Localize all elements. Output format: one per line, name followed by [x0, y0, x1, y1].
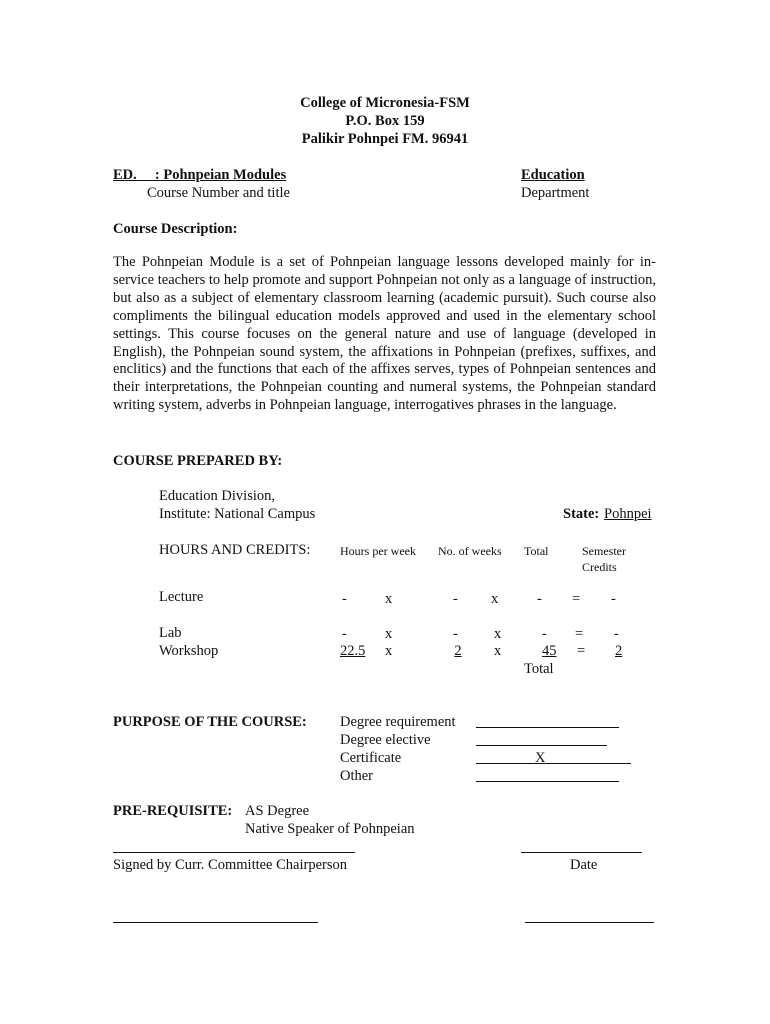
row-lecture-total: - [537, 591, 542, 607]
prerequisite-line-2: Native Speaker of Pohnpeian [245, 821, 415, 837]
course-description-text: The Pohnpeian Module is a set of Pohnpeian language lessons developed mainly for in-service teachers to help promote and support Pohnpeian not only as a language of instruction, but also as a subject of elementary classroom learning (academic pursuit). Such course also compliments the bilingual education models approved and used in the elementary school settings. This course focuses on the general nature and use of language (developed in English), the Pohnpeian sound system, the affixations in Pohnpeian (prefixes, suffixes, and enclitics) and the functions that each of the affixes serves, types of Pohnpeian sentences and their interpretations, the Pohnpeian counting and numeral systems, the Pohnpeian standard writing system, adverbs in Pohnpeian language, interrogatives phrases in the language. [113, 254, 656, 414]
row-lab-total: - [542, 626, 547, 642]
row-lab-hours: - [342, 626, 347, 642]
prerequisite-line-1: AS Degree [245, 803, 310, 819]
state-label: State: [563, 506, 600, 522]
institute-campus: Institute: National Campus [159, 506, 316, 522]
other-blank[interactable] [476, 781, 619, 782]
col-total: Total [524, 544, 549, 558]
education-division: Education Division, [159, 488, 275, 504]
row-lab-eq: = [575, 626, 584, 642]
signed-by-caption: Signed by Curr. Committee Chairperson [113, 857, 347, 873]
row-lecture-hours: - [342, 591, 347, 607]
purpose-certificate: Certificate [340, 750, 402, 766]
purpose-other: Other [340, 768, 374, 784]
row-lecture-eq: = [572, 591, 581, 607]
total-caption: Total [524, 661, 554, 677]
purpose-heading: PURPOSE OF THE COURSE: [113, 714, 307, 730]
degree-requirement-blank[interactable] [476, 727, 619, 728]
prerequisite-label: PRE-REQUISITE: [113, 803, 233, 819]
row-lecture-x1: x [385, 591, 393, 607]
purpose-degree-requirement: Degree requirement [340, 714, 456, 730]
col-no-of-weeks: No. of weeks [438, 544, 502, 558]
col-hours-per-week: Hours per week [340, 544, 416, 558]
row-lab-label: Lab [159, 625, 182, 641]
second-date-line[interactable] [525, 922, 654, 923]
certificate-mark: X [535, 750, 546, 766]
col-credits-2: Credits [582, 560, 617, 574]
date-caption: Date [570, 857, 598, 873]
course-code-caption: Course Number and title [147, 185, 290, 201]
row-workshop-eq: = [577, 643, 586, 659]
department-name: Education [521, 167, 585, 183]
row-workshop-credits: 2 [615, 643, 623, 659]
row-workshop-weeks: 2 [454, 643, 462, 659]
row-workshop-x2: x [494, 643, 502, 659]
row-lecture-credits: - [611, 591, 616, 607]
second-signature-line[interactable] [113, 922, 318, 923]
purpose-degree-elective: Degree elective [340, 732, 431, 748]
row-lab-x1: x [385, 626, 393, 642]
row-lab-credits: - [614, 626, 619, 642]
college-address: Palikir Pohnpei FM. 96941 [301, 131, 469, 147]
po-box: P.O. Box 159 [345, 113, 425, 129]
course-code-title: ED. : Pohnpeian Modules [113, 167, 287, 183]
date-signature-line[interactable] [521, 852, 642, 853]
course-description-heading: Course Description: [113, 221, 238, 237]
row-lecture-weeks: - [453, 591, 458, 607]
row-lab-x2: x [494, 626, 502, 642]
row-workshop-x1: x [385, 643, 393, 659]
row-workshop-hours: 22.5 [340, 643, 366, 659]
prepared-by-heading: COURSE PREPARED BY: [113, 453, 283, 469]
degree-elective-blank[interactable] [476, 745, 607, 746]
row-lab-weeks: - [453, 626, 458, 642]
row-workshop-label: Workshop [159, 643, 219, 659]
hours-credits-label: HOURS AND CREDITS: [159, 542, 311, 558]
row-lecture-x2: x [491, 591, 499, 607]
row-workshop-total: 45 [542, 643, 557, 659]
college-name: College of Micronesia-FSM [300, 95, 470, 111]
state-value: Pohnpei [604, 506, 652, 522]
chairperson-signature-line[interactable] [113, 852, 355, 853]
department-caption: Department [521, 185, 590, 201]
col-credits-1: Semester [582, 544, 626, 558]
row-lecture-label: Lecture [159, 589, 204, 605]
certificate-blank[interactable] [476, 763, 631, 764]
